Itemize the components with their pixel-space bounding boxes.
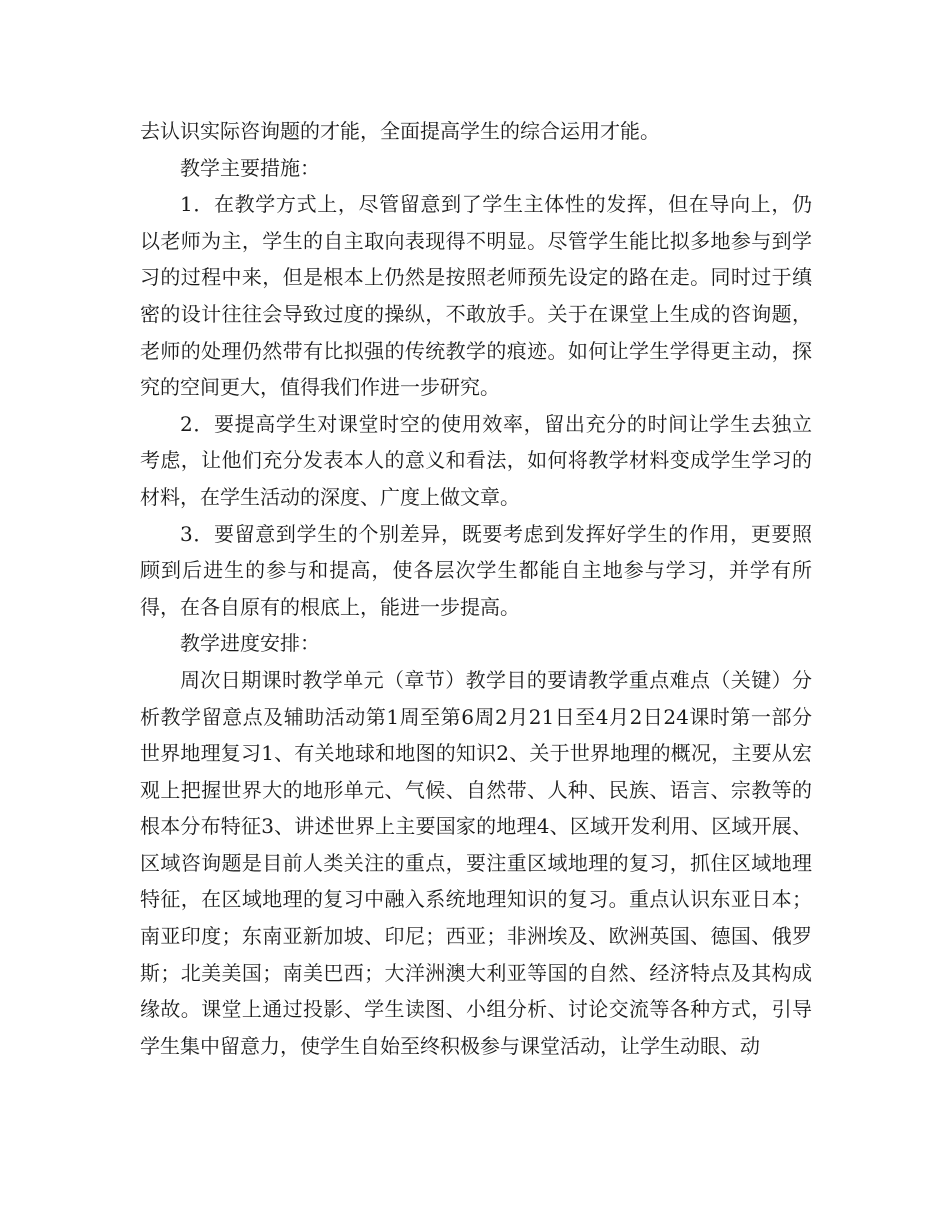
- document-body: [140, 113, 812, 1064]
- heading-schedule: 教学进度安排：: [180, 631, 320, 656]
- paragraph-schedule-details: 周次日期课时教学单元（章节）教学目的要请教学重点难点（关键）分析教学留意点及辅助活动第1周至第6周2月21日至4月2日24课时第一部分世界地理复习1、有关地球和地图的知识2、关于世界地理的概况，主要从宏观上把握世界大的地形单元、气候、自然带、人种、民族、语言、宗教等的根本分布特征3、讲述世界上主要国家的地理4、区域开发利用、区域开展、区域咨询题是目前人类关注的重点，要注重区域地理的复习，抓住区域地理特征，在区域地理的复习中融入系统地理知识的复习。重点认识东亚日本；南亚印度；东南亚新加坡、印尼；西亚；非洲埃及、欧洲英国、德国、俄罗斯；北美美国；南美巴西；大洋洲澳大利亚等国的自然、经济特点及其构成缘故。课堂上通过投影、学生读图、小组分析、讨论交流等各种方式，引导学生集中留意力，使学生自始至终积极参与课堂活动，让学生动眼、动: [140, 667, 812, 1058]
- paragraph-measure-1: 1．在教学方式上，尽管留意到了学生主体性的发挥，但在导向上，仍以老师为主，学生的自主取向表现得不明显。尽管学生能比拟多地参与到学习的过程中来，但是根本上仍然是按照老师预先设定的路在走。同时过于缜密的设计往往会导致过度的操纵，不敢放手。关于在课堂上生成的咨询题，老师的处理仍然带有比拟强的传统教学的痕迹。如何让学生学得更主动，探究的空间更大，值得我们作进一步研究。: [140, 192, 812, 400]
- paragraph-measure-3: 3．要留意到学生的个别差异，既要考虑到发挥好学生的作用，更要照顾到后进生的参与和提高，使各层次学生都能自主地参与学习，并学有所得，在各自原有的根底上，能进一步提高。: [140, 521, 812, 619]
- paragraph-continuation: 去认识实际咨询题的才能，全面提高学生的综合运用才能。: [140, 119, 660, 143]
- heading-teaching-measures: 教学主要措施：: [180, 155, 320, 180]
- paragraph-measure-2: 2．要提高学生对课堂时空的使用效率，留出充分的时间让学生去独立考虑，让他们充分发表本人的意义和看法，如何将教学材料变成学生学习的材料，在学生活动的深度、广度上做文章。: [140, 411, 812, 509]
